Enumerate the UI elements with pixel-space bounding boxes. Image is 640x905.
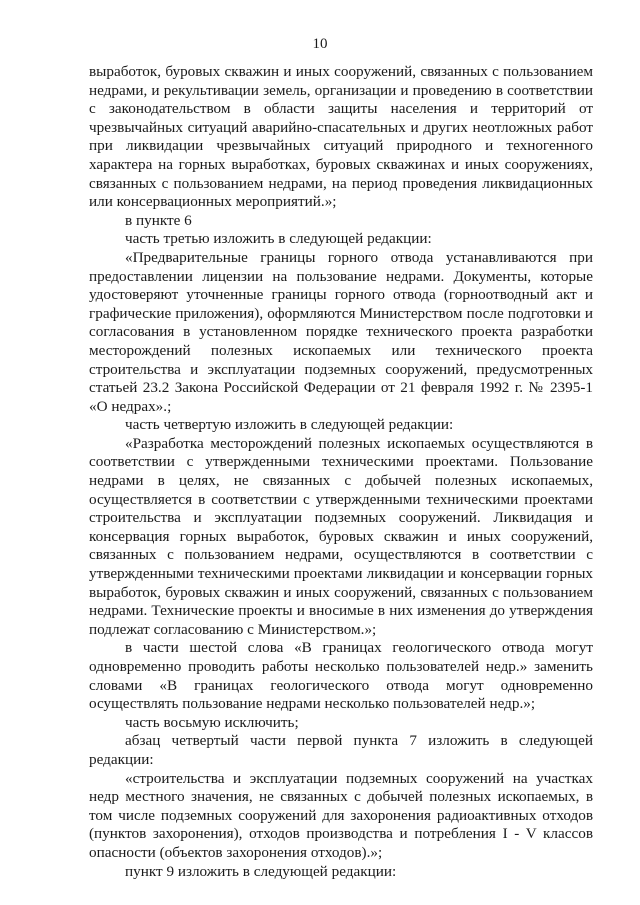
paragraph: пункт 9 изложить в следующей редакции: [125,862,397,880]
paragraph: часть восьмую исключить; [125,713,299,731]
paragraph: часть третью изложить в следующей редакции: [125,230,432,248]
paragraph: «Предварительные границы горного отвода устанавливаются при предоставлении лицензии на пользование недрами. Документы, которые удостоверяют уточненные границы горного отвода (горноотводный акт и графические приложения), оформляются Министерством после подготовки и согласования в установленном порядке технического проекта разработки месторождений полезных ископаемых или технического проекта строительства и эксплуатации подземных сооружений, предусмотренных статьей 23.2 Закона Российской Федерации от 21 февраля 1992 г. № 2395-1 «О недрах».; [89,248,593,415]
paragraph: в части шестой слова «В границах геологического отвода могут одновременно проводить работы несколько пользователей недр.» заменить словами «В границах геологического отвода могут одновременно осуществлять пользование недрами несколько пользователей недр.»; [89,639,593,713]
paragraph: часть четвертую изложить в следующей редакции: [125,416,454,434]
paragraph: «Разработка месторождений полезных ископаемых осуществляются в соответствии с утвержденными техническими проектами. Пользование недрами в целях, не связанных с добычей полезных ископаемых, осуществляется в соответствии с утвержденными техническими проектами строительства и эксплуатации подземных сооружений. Ликвидация и консервация горных выработок, буровых скважин и иных сооружений, связанных с пользованием недрами, осуществляются в соответствии с утвержденными техническими проектами ликвидации и консервации горных выработок, буровых скважин и иных сооружений, связанных с пользованием недрами. Технические проекты и вносимые в них изменения до утверждения подлежат согласованию с Министерством.»; [89,434,593,638]
paragraph: «строительства и эксплуатации подземных сооружений на участках недр местного значения, не связанных с добычей полезных ископаемых, в том числе подземных сооружений для захоронения радиоактивных отходов (пунктов захоронения), отходов производства и потребления I - V классов опасности (объектов захоронения отходов).»; [89,769,593,861]
paragraph: абзац четвертый части первой пункта 7 изложить в следующей редакции: [89,732,593,768]
paragraph: выработок, буровых скважин и иных сооружений, связанных с пользованием недрами, и рекультивации земель, организации и проведению в соответствии с законодательством в области защиты населения и территорий от чрезвычайных ситуаций аварийно-спасательных и других неотложных работ при ликвидации чрезвычайных ситуаций природного и техногенного характера на горных выработках, буровых скважинах и иных сооружениях, связанных с пользованием недрами, на период проведения ликвидационных или консервационных мероприятий.»; [89,63,593,211]
paragraph: в пункте 6 [125,211,192,229]
page-number: 10 [312,36,328,52]
document-body [89,63,593,881]
